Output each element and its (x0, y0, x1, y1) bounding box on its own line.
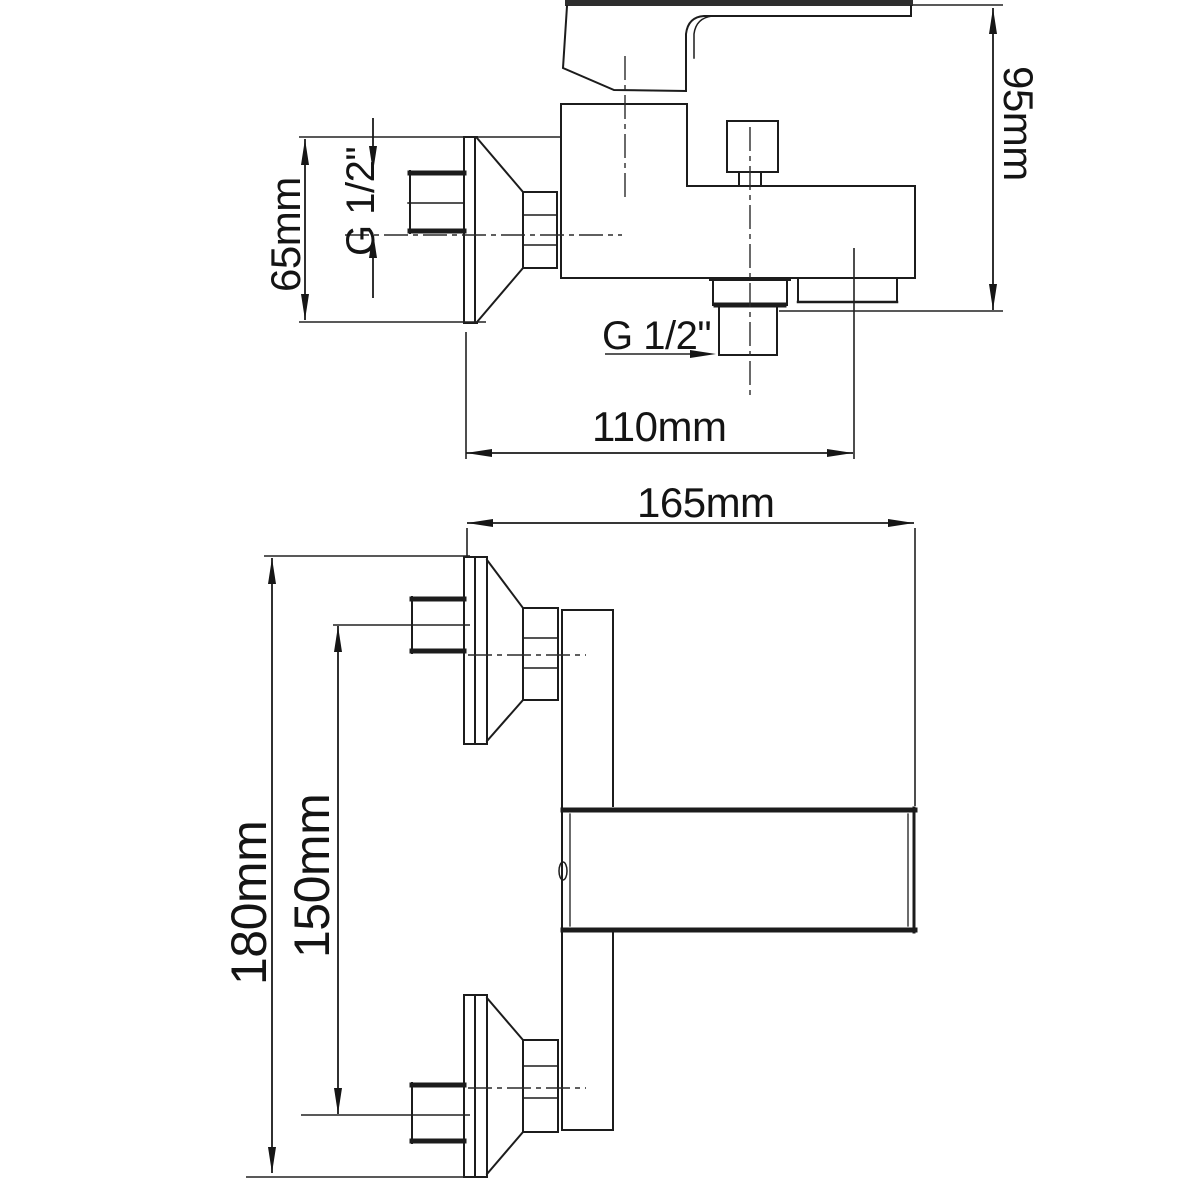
mixer-body-side-outline (561, 186, 915, 278)
wall-union-bottom-front (412, 995, 558, 1177)
dim-g12-wall (339, 118, 383, 298)
lever-handle-outline (563, 0, 913, 91)
diverter-knob (727, 121, 778, 186)
dim-95mm-label: 95mm (995, 66, 1042, 181)
wall-union-top-front (412, 557, 558, 744)
dim-150mm (284, 625, 470, 1115)
cartridge-neck-outline (561, 104, 687, 278)
dim-165mm-label: 165mm (637, 479, 775, 526)
spout-outlet (798, 278, 897, 302)
dim-g12-outlet-label: G 1/2" (602, 314, 712, 358)
dim-g12-wall-label: G 1/2" (339, 146, 383, 256)
dim-110mm-label: 110mm (592, 403, 727, 450)
dim-g12-outlet (602, 314, 716, 358)
dimensions-front-view (221, 479, 915, 1177)
dim-180mm-label: 180mm (221, 820, 277, 985)
dim-165mm (467, 479, 915, 806)
mixer-body-front-outline (559, 808, 915, 932)
wall-union-side (408, 137, 557, 323)
dim-95mm (779, 5, 1042, 311)
front-view (412, 557, 915, 1177)
dimensions-side-view (262, 5, 1042, 459)
dim-150mm-label: 150mm (284, 793, 340, 958)
dim-65mm-label: 65mm (262, 177, 309, 292)
